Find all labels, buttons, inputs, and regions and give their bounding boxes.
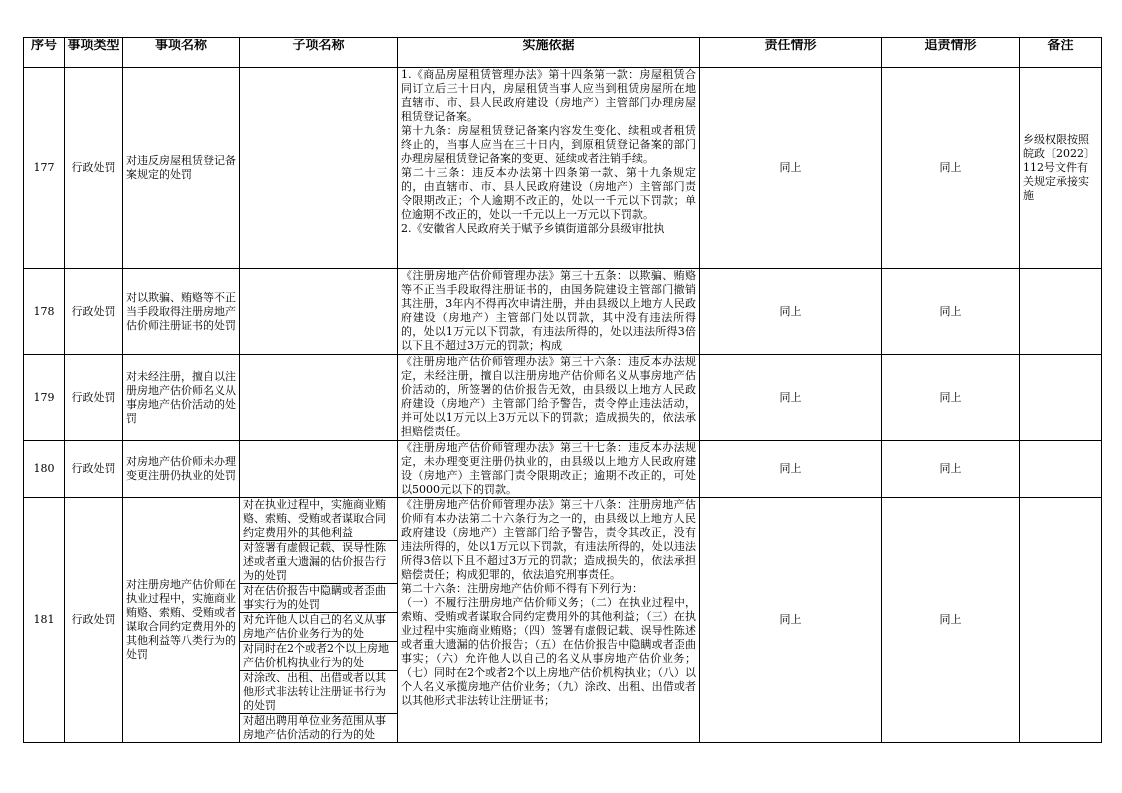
row-basis: 《注册房地产估价师管理办法》第三十五条：以欺骗、贿赂等不正当手段取得注册证书的，由国务院建设主管部门撤销其注册，3年内不得再次申请注册，并由县级以上地方人民政府建设（房地产）主管部门处以罚款，其中没有违法所得的，处以1万元以下罚款，有违法所得的，处以违法所得3倍以下且不超过3万元的罚款；构成 [398,269,700,355]
row-accountability: 同上 [882,498,1020,743]
row-seq: 179 [24,355,65,441]
row-responsibility: 同上 [700,498,882,743]
row-basis: 《注册房地产估价师管理办法》第三十七条：违反本办法规定，未办理变更注册仍执业的，由县级以上地方人民政府建设（房地产）主管部门责令限期改正；逾期不改正的，可处以5000元以下的罚款。 [398,441,700,498]
row-accountability: 同上 [882,355,1020,441]
header-basis: 实施依据 [398,38,700,68]
row-type: 行政处罚 [65,355,123,441]
row-type: 行政处罚 [65,441,123,498]
row-basis: 《注册房地产估价师管理办法》第三十八条：注册房地产估价师有本办法第二十六条行为之一的，由县级以上地方人民政府建设（房地产）主管部门给予警告，责令其改正，没有违法所得的，处以1万元以下罚款，有违法所得的，处以违法所得3倍以下且不超过3万元的罚款；造成损失的，依法承担赔偿责任；构成犯罪的，依法追究刑事责任。 第二十六条：注册房地产估价师不得有下列行为： （一）不履行注册房地产估价师义务；（二）在执业过程中，索贿、受贿或者谋取合同约定费用外的其他利益；（三）在执业过程中实施商业贿赂；（四）签署有虚假记载、误导性陈述或者重大遗漏的估价报告；（五）在估价报告中隐瞒或者歪曲事实；（六）允许他人以自己的名义从事房地产估价业务；（七）同时在2个或者2个以上房地产估价机构执业；（八）以个人名义承揽房地产估价业务；（九）涂改、出租、出借或者以其他形式非法转让注册证书； [398,498,700,743]
row-remark [1020,355,1102,441]
table-row [24,498,1102,743]
subitem: 对允许他人以自己的名义从事房地产估价业务行为的处 [240,613,397,642]
row-seq: 178 [24,269,65,355]
row-subitem [240,355,398,441]
row-remark [1020,498,1102,743]
header-row [24,38,1102,68]
row-subitem [240,68,398,269]
table-row [24,269,1102,355]
header-name: 事项名称 [123,38,240,68]
table-row [24,441,1102,498]
row-name: 对以欺骗、贿赂等不正当手段取得注册房地产估价师注册证书的处罚 [123,269,240,355]
subitem: 对超出聘用单位业务范围从事房地产估价活动的行为的处 [243,714,386,741]
row-accountability: 同上 [882,441,1020,498]
row-responsibility: 同上 [700,68,882,269]
row-responsibility: 同上 [700,355,882,441]
row-name: 对房地产估价师未办理变更注册仍执业的处罚 [123,441,240,498]
liability-table [23,37,1102,743]
row-type: 行政处罚 [65,269,123,355]
row-remark: 乡级权限按照皖政〔2022〕112号文件有关规定承接实施 [1020,68,1102,269]
row-type: 行政处罚 [65,68,123,269]
row-remark [1020,441,1102,498]
row-subitems [240,498,398,743]
subitem: 对在估价报告中隐瞒或者歪曲事实行为的处罚 [240,584,397,613]
row-basis: 1.《商品房屋租赁管理办法》第十四条第一款：房屋租赁合同订立后三十日内，房屋租赁当事人应当到租赁房屋所在地直辖市、市、县人民政府建设（房地产）主管部门办理房屋租赁登记备案。 第十九条：房屋租赁登记备案内容发生变化、续租或者租赁终止的，当事人应当在三十日内，到原租赁登记备案的部门办理房屋租赁登记备案的变更、延续或者注销手续。 第二十三条：违反本办法第十四条第一款、第十九条规定的，由直辖市、市、县人民政府建设（房地产）主管部门责令限期改正；个人逾期不改正的，处以一千元以下罚款；单位逾期不改正的，处以一千元以上一万元以下罚款。 2.《安徽省人民政府关于赋予乡镇街道部分县级审批执 [398,68,700,269]
row-seq: 180 [24,441,65,498]
row-seq: 181 [24,498,65,743]
row-seq: 177 [24,68,65,269]
subitem: 对同时在2个或者2个以上房地产估价机构执业行为的处 [240,642,397,671]
subitem: 对涂改、出租、出借或者以其他形式非法转让注册证书行为的处罚 [240,671,397,714]
subitem: 对在执业过程中，实施商业贿赂、索贿、受贿或者谋取合同约定费用外的其他利益 [240,498,397,541]
header-type: 事项类型 [65,38,123,68]
header-subitem: 子项名称 [240,38,398,68]
row-subitem [240,269,398,355]
table-row [24,355,1102,441]
header-seq: 序号 [24,38,65,68]
row-name: 对违反房屋租赁登记备案规定的处罚 [123,68,240,269]
row-responsibility: 同上 [700,441,882,498]
row-name: 对未经注册，擅自以注册房地产估价师名义从事房地产估价活动的处罚 [123,355,240,441]
header-remark: 备注 [1020,38,1102,68]
row-remark [1020,269,1102,355]
row-accountability: 同上 [882,269,1020,355]
row-responsibility: 同上 [700,269,882,355]
row-accountability: 同上 [882,68,1020,269]
header-accountability: 追责情形 [882,38,1020,68]
table-row [24,68,1102,269]
row-subitem [240,441,398,498]
row-name: 对注册房地产估价师在执业过程中，实施商业贿赂、索贿、受贿或者谋取合同约定费用外的其他利益等八类行为的处罚 [123,498,240,743]
subitem: 对签署有虚假记载、误导性陈述或者重大遗漏的估价报告行为的处罚 [240,541,397,584]
row-basis: 《注册房地产估价师管理办法》第三十六条：违反本办法规定，未经注册，擅自以注册房地产估价师名义从事房地产估价活动的，所签署的估价报告无效，由县级以上地方人民政府建设（房地产）主管部门给予警告，责令停止违法活动，并可处以1万元以上3万元以下的罚款；造成损失的，依法承担赔偿责任。 [398,355,700,441]
row-type: 行政处罚 [65,498,123,743]
header-responsibility: 责任情形 [700,38,882,68]
